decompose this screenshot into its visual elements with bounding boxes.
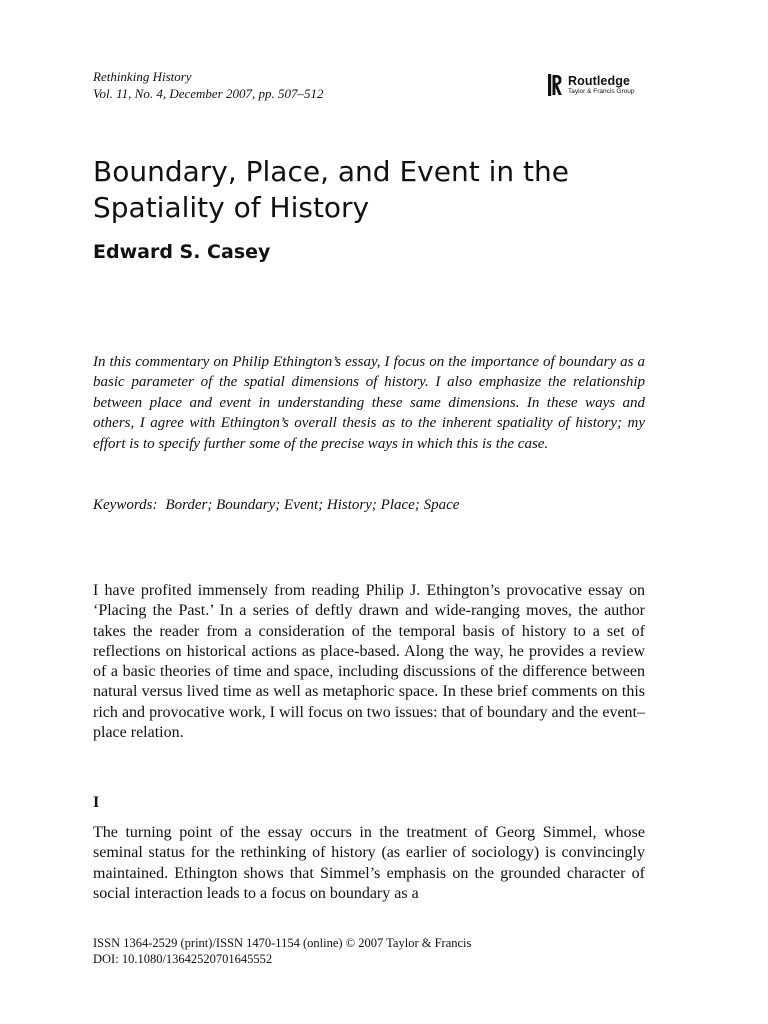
article-title: Boundary, Place, and Event in the Spatiality of History xyxy=(93,155,569,224)
publisher-name: Routledge xyxy=(568,73,631,88)
article-author: Edward S. Casey xyxy=(93,241,271,263)
doi-line: DOI: 10.1080/13642520701645552 xyxy=(93,951,273,966)
volume-line: Vol. 11, No. 4, December 2007, pp. 507–512 xyxy=(93,86,324,101)
abstract: In this commentary on Philip Ethington’s essay, I focus on the importance of boundary as a basic parameter of the spatial dimensions of history. I also emphasize the relationship between place and event in understanding these same dimensions. In these ways and others, I agree with Ethington’s overall thesis as to the inherent spatiality of history; my effort is to specify further some of the precise ways in which this is the case. xyxy=(93,354,645,452)
keywords-label: Keywords: xyxy=(93,497,158,513)
body-paragraph-1: I have profited immensely from reading Philip J. Ethington’s provocative essay on ‘Placing the Past.’ In a series of deftly drawn and wide-ranging moves, the author takes the reader from a consideration of the temporal basis of history to a set of reflections on historical actions as place-based. Along the way, he provides a review of a basic theories of time and space, including discussions of the difference between natural versus lived time as well as metaphoric space. In these brief comments on this rich and provocative work, I will focus on two issues: that of boundary and the event–place relation. xyxy=(93,582,645,742)
publisher-group: Taylor & Francis Group xyxy=(568,87,635,95)
page-footer xyxy=(93,936,471,967)
routledge-r-icon xyxy=(548,74,562,96)
keywords-list: Border; Boundary; Event; History; Place; Space xyxy=(165,497,460,513)
keywords-line xyxy=(93,495,459,515)
body-paragraph-2: The turning point of the essay occurs in the treatment of Georg Simmel, whose seminal status for the rethinking of history (as earlier of sociology) is convincingly maintained. Ethington shows that Simmel’s emphasis on the grounded character of social interaction leads to a focus on boundary as a xyxy=(93,824,645,902)
journal-citation xyxy=(93,68,323,102)
section-heading-1: I xyxy=(93,794,100,811)
issn-line: ISSN 1364-2529 (print)/ISSN 1470-1154 (online) © 2007 Taylor & Francis xyxy=(93,936,472,950)
publisher-logo xyxy=(548,74,634,96)
journal-name: Rethinking History xyxy=(93,69,192,84)
